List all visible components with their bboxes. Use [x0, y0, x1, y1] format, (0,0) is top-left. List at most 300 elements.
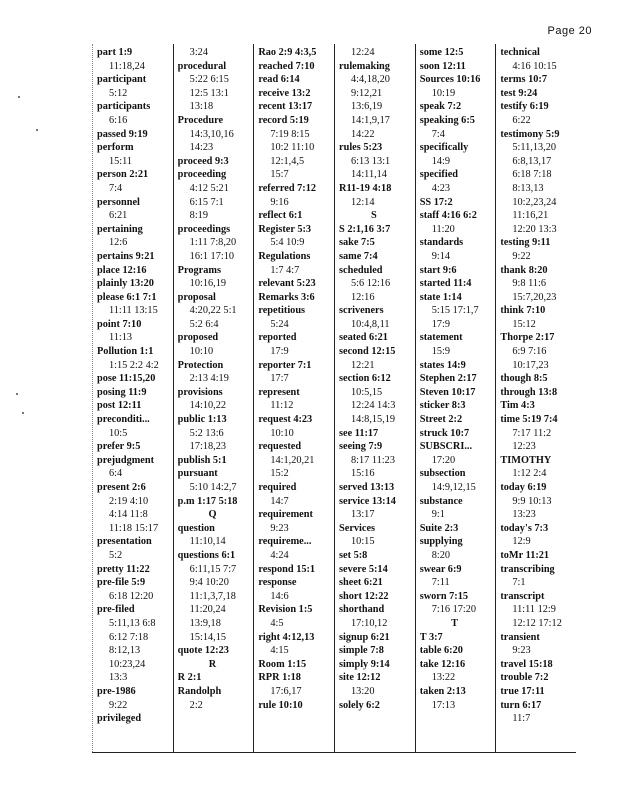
index-entry-continuation: 10:23,24: [109, 658, 146, 670]
index-entry-continuation: 9:23: [270, 522, 289, 534]
index-column-5: [415, 44, 496, 752]
word-index-table: [92, 44, 576, 753]
index-entry-continuation: 10:4,8,11: [351, 318, 390, 330]
index-entry: some 12:5: [419, 47, 464, 58]
index-entry-continuation: 15:7: [270, 169, 289, 181]
index-entry: solely 6:2: [339, 699, 380, 711]
index-entry: read 6:14: [258, 74, 300, 86]
index-entry-continuation: 6:21: [109, 210, 128, 222]
index-entry-continuation: 15:12: [512, 318, 536, 330]
index-entry-continuation: 12:16: [351, 291, 375, 303]
index-entry-continuation: 14:1,9,17: [351, 114, 390, 126]
index-entry: publish 5:1: [177, 454, 227, 466]
index-entry: transcript: [500, 590, 545, 602]
index-entry: referred 7:12: [258, 182, 316, 194]
index-entry: pre-file 5:9: [97, 577, 146, 589]
letter-divider: [339, 209, 415, 223]
index-entry: requested: [258, 441, 302, 453]
index-entry: speak 7:2: [419, 101, 462, 113]
index-entry: swear 6:9: [419, 563, 462, 575]
index-entry-continuation: 11:18 15:17: [109, 522, 159, 534]
index-entry: R11-19 4:18: [339, 182, 392, 194]
scan-speck: [18, 96, 20, 98]
index-entry: Regulations: [258, 250, 311, 262]
index-entry: travel 15:18: [500, 658, 553, 670]
index-entry-continuation: 8:17 11:23: [351, 454, 395, 466]
index-entry: Street 2:2: [419, 414, 463, 426]
index-entry-continuation: 15:7,20,23: [512, 291, 557, 303]
index-entry-continuation: 1:7 4:7: [270, 264, 300, 276]
index-entry-continuation: 14:8,15,19: [351, 414, 396, 426]
index-entry: proceedings: [177, 223, 231, 235]
index-entry: time 5:19 7:4: [500, 414, 558, 426]
index-entry-continuation: 17:20: [431, 454, 456, 466]
index-entry-continuation: 8:12,13: [109, 645, 141, 657]
index-entry: rulemaking: [339, 60, 390, 72]
index-entry-continuation: 11:18,24: [109, 60, 145, 72]
index-entry: through 13:8: [500, 386, 558, 398]
index-entry-continuation: 12:23: [512, 441, 536, 453]
index-column-3: [253, 44, 334, 752]
index-entry: struck 10:7: [419, 427, 470, 439]
index-entry-continuation: 13:6,19: [351, 101, 383, 113]
scan-speck: [22, 412, 24, 414]
index-entry: Rao 2:9 4:3,5: [258, 47, 317, 58]
index-entry-continuation: 14:6: [270, 590, 289, 602]
index-entry: test 9:24: [500, 87, 538, 99]
index-entry-continuation: 8:19: [189, 210, 208, 222]
index-entry-continuation: 1:15 2:2 4:2: [109, 359, 159, 371]
index-entry-continuation: 4:12 5:21: [189, 182, 229, 194]
index-entry: request 4:23: [258, 414, 313, 426]
index-entry-continuation: 9:16: [270, 196, 289, 208]
scan-speck: [16, 393, 18, 395]
index-entry-continuation: 7:16 17:20: [431, 604, 477, 616]
letter-heading: Q: [199, 508, 227, 522]
page-number: Page 20: [547, 25, 592, 37]
index-entry-continuation: 2:13 4:19: [189, 373, 229, 385]
index-entry: though 8:5: [500, 373, 548, 385]
index-entry: place 12:16: [97, 264, 147, 276]
index-entry: SS 17:2: [419, 196, 453, 208]
index-entry: transient: [500, 631, 540, 643]
index-entry-continuation: 6:22: [512, 114, 531, 126]
index-entry-continuation: 4:14 11:8: [109, 509, 148, 521]
index-entry-continuation: 5:24: [270, 318, 289, 330]
index-entry: soon 12:11: [419, 60, 466, 72]
index-entry: reached 7:10: [258, 60, 315, 72]
index-entry-continuation: 7:4: [431, 128, 445, 140]
index-entry-continuation: 6:18 7:18: [512, 169, 552, 181]
index-entry-continuation: 3:24: [189, 47, 208, 58]
index-entry-continuation: 11:20: [431, 223, 455, 235]
index-entry-continuation: 5:10 14:2,7: [189, 482, 237, 493]
index-entry-continuation: 13:20: [351, 685, 375, 697]
index-entry-continuation: 10:16,19: [189, 278, 226, 290]
index-entry: Programs: [177, 264, 221, 276]
index-entry: standards: [419, 237, 464, 249]
index-entry: seeing 7:9: [339, 441, 383, 453]
index-entry-continuation: 9:8 11:6: [512, 278, 547, 290]
index-entry-continuation: 17:6,17: [270, 685, 302, 697]
letter-divider: [420, 617, 496, 631]
index-entry: Thorpe 2:17: [500, 332, 555, 344]
index-entry: T 3:7: [419, 631, 443, 643]
index-entry-continuation: 15:2: [270, 468, 289, 480]
letter-divider: [178, 508, 254, 522]
index-entry-continuation: 11:16,21: [512, 210, 549, 222]
index-entry: specifically: [419, 142, 469, 154]
index-entry-continuation: 6:12 7:18: [109, 631, 149, 643]
index-entry-continuation: 2:2: [189, 699, 203, 711]
index-entry-continuation: 8:20: [431, 549, 450, 561]
index-entry: staff 4:16 6:2: [419, 210, 477, 222]
index-entry-continuation: 15:14,15: [189, 631, 226, 643]
index-entry: state 1:14: [419, 291, 462, 303]
index-entry: pre-1986: [97, 685, 136, 697]
index-entry-continuation: 17:10,12: [351, 617, 388, 629]
index-entry: public 1:13: [177, 414, 227, 426]
index-entry-continuation: 6:11,15 7:7: [189, 563, 237, 575]
index-entry: question: [177, 522, 215, 534]
index-entry: R 2:1: [177, 672, 202, 684]
index-entry-continuation: 12:14: [351, 196, 375, 208]
letter-heading: T: [441, 617, 468, 631]
index-entry-continuation: 17:9: [431, 318, 450, 330]
index-entry: repetitious: [258, 305, 306, 317]
index-entry: requireme...: [258, 536, 312, 548]
scan-speck: [36, 129, 38, 131]
index-entry-continuation: 10:5: [109, 427, 128, 439]
index-entry-continuation: 17:13: [431, 699, 456, 711]
index-entry: proposed: [177, 332, 219, 344]
index-entry-continuation: 9:1: [431, 509, 445, 521]
index-entry: sworn 7:15: [419, 590, 469, 602]
index-entry-continuation: 5:11,13,20: [512, 142, 557, 154]
index-entry: second 12:15: [339, 346, 396, 358]
index-entry: sheet 6:21: [339, 577, 383, 589]
index-entry: right 4:12,13: [258, 631, 315, 643]
index-entry: Register 5:3: [258, 223, 312, 235]
index-entry-continuation: 6:9 7:16: [512, 346, 547, 358]
index-entry: scheduled: [339, 264, 383, 276]
index-entry: taken 2:13: [419, 685, 466, 697]
index-entry: shorthand: [339, 604, 385, 616]
index-entry-continuation: 4:24: [270, 549, 289, 561]
index-entry-continuation: 11:11 13:15: [109, 305, 158, 317]
index-entry: testimony 5:9: [500, 128, 560, 140]
index-entry-continuation: 10:2 11:10: [270, 142, 315, 154]
index-entry: Revision 1:5: [258, 604, 313, 616]
index-entry-continuation: 14:9,12,15: [431, 482, 476, 493]
index-entry-continuation: 1:12 2:4: [512, 468, 547, 480]
index-entry: testing 9:11: [500, 237, 551, 249]
index-entry: Services: [339, 522, 376, 534]
index-entry-continuation: 6:18 12:20: [109, 590, 154, 602]
index-entry: plainly 13:20: [97, 278, 154, 290]
index-entry-continuation: 17:18,23: [189, 441, 226, 453]
index-entry-continuation: 7:1: [512, 577, 526, 589]
index-entry: substance: [419, 495, 463, 507]
index-entry-continuation: 17:9: [270, 346, 289, 358]
index-entry: preconditi...: [97, 414, 150, 426]
index-entry: simple 7:8: [339, 645, 384, 657]
index-entry: participants: [97, 101, 151, 113]
index-entry: quote 12:23: [177, 645, 229, 657]
index-entry: p.m 1:17 5:18: [177, 495, 238, 507]
index-entry-continuation: 7:19 8:15: [270, 128, 310, 140]
index-entry: Tim 4:3: [500, 400, 535, 412]
index-entry: seated 6:21: [339, 332, 388, 344]
index-entry: service 13:14: [339, 495, 396, 507]
index-entry-continuation: 14:22: [351, 128, 375, 140]
index-entry: RPR 1:18: [258, 672, 301, 684]
index-entry: privileged: [97, 713, 142, 725]
index-entry: recent 13:17: [258, 101, 313, 113]
index-entry-continuation: 12:9: [512, 536, 531, 548]
index-entry-continuation: 4:15: [270, 645, 289, 657]
index-entry: table 6:20: [419, 645, 463, 657]
index-entry-continuation: 11:13: [109, 332, 133, 344]
index-entry: SUBSCRI...: [419, 441, 473, 453]
index-entry-continuation: 4:16 10:15: [512, 60, 557, 72]
index-entry-continuation: 8:13,13: [512, 182, 544, 194]
index-entry-continuation: 11:7: [512, 713, 531, 725]
index-entry: proceed 9:3: [177, 155, 229, 167]
index-entry: rule 10:10: [258, 699, 303, 711]
index-entry-continuation: 16:1 17:10: [189, 250, 235, 262]
index-entry: start 9:6: [419, 264, 457, 276]
index-entry-continuation: 14:11,14: [351, 169, 387, 181]
index-entry-continuation: 7:4: [109, 182, 123, 194]
index-entry: represent: [258, 386, 300, 398]
index-entry: reported: [258, 332, 297, 344]
index-entry: requirement: [258, 509, 313, 521]
index-entry-continuation: 9:22: [109, 699, 128, 711]
index-entry: Remarks 3:6: [258, 291, 315, 303]
index-entry: sticker 8:3: [419, 400, 466, 412]
index-entry-continuation: 12:12 17:12: [512, 617, 562, 629]
index-entry: see 11:17: [339, 427, 379, 439]
index-entry-continuation: 4:5: [270, 617, 284, 629]
index-column-4: [334, 44, 415, 752]
index-column-1: [92, 44, 173, 752]
index-entry: signup 6:21: [339, 631, 390, 643]
index-entry-continuation: 4:4,18,20: [351, 74, 390, 86]
index-entry: pose 11:15,20: [97, 373, 156, 385]
index-entry-continuation: 11:10,14: [189, 536, 226, 548]
index-entry: required: [258, 482, 297, 493]
index-entry: section 6:12: [339, 373, 391, 385]
index-entry-continuation: 11:12: [270, 400, 294, 412]
index-entry: please 6:1 7:1: [97, 291, 157, 303]
index-entry: sake 7:5: [339, 237, 375, 249]
index-entry: procedural: [177, 60, 227, 72]
letter-heading: R: [199, 658, 226, 672]
index-entry: provisions: [177, 386, 223, 398]
index-entry: respond 15:1: [258, 563, 316, 575]
index-entry-continuation: 9:22: [512, 250, 531, 262]
index-entry-continuation: 13:22: [431, 672, 456, 684]
index-entry-continuation: 9:9 10:13: [512, 495, 552, 507]
index-entry: Suite 2:3: [419, 522, 459, 534]
index-entry-continuation: 5:2: [109, 549, 123, 561]
index-entry: person 2:21: [97, 169, 149, 181]
index-entry-continuation: 9:14: [431, 250, 450, 262]
index-entry: subsection: [419, 468, 466, 480]
index-entry: receive 13:2: [258, 87, 311, 99]
index-entry-continuation: 13:9,18: [189, 617, 221, 629]
letter-heading: S: [361, 209, 387, 223]
index-entry-continuation: 15:9: [431, 346, 450, 358]
index-entry: pertaining: [97, 223, 143, 235]
index-entry-continuation: 10:15: [351, 536, 375, 548]
index-entry-continuation: 15:11: [109, 155, 133, 167]
index-entry: think 7:10: [500, 305, 546, 317]
index-entry-continuation: 10:5,15: [351, 386, 383, 398]
index-entry: Randolph: [177, 685, 222, 697]
index-entry-continuation: 14:7: [270, 495, 289, 507]
index-entry: trouble 7:2: [500, 672, 549, 684]
index-entry-continuation: 14:23: [189, 142, 214, 154]
index-entry: true 17:11: [500, 685, 545, 697]
index-entry: part 1:9: [97, 47, 133, 58]
index-entry-continuation: 5:2 6:4: [189, 318, 219, 330]
index-entry: site 12:12: [339, 672, 381, 684]
index-entry-continuation: 14:9: [431, 155, 450, 167]
index-entry: response: [258, 577, 297, 589]
index-entry-continuation: 5:12: [109, 87, 128, 99]
index-entry: terms 10:7: [500, 74, 547, 86]
index-entry: personnel: [97, 196, 140, 208]
index-entry: states 14:9: [419, 359, 466, 371]
index-entry-continuation: 6:16: [109, 114, 128, 126]
index-entry-continuation: 14:1,20,21: [270, 454, 315, 466]
index-entry-continuation: 5:15 17:1,7: [431, 305, 479, 317]
index-entry-continuation: 11:20,24: [189, 604, 226, 616]
index-entry: scriveners: [339, 305, 384, 317]
index-entry: severe 5:14: [339, 563, 388, 575]
index-entry-continuation: 10:10: [189, 346, 214, 358]
index-entry: point 7:10: [97, 318, 142, 330]
index-entry-continuation: 12:1,4,5: [270, 155, 305, 167]
index-entry: pre-filed: [97, 604, 135, 616]
index-entry-continuation: 10:2,23,24: [512, 196, 557, 208]
index-entry-continuation: 11:1,3,7,18: [189, 590, 236, 602]
index-entry: technical: [500, 47, 540, 58]
index-entry: same 7:4: [339, 250, 378, 262]
index-entry: pretty 11:22: [97, 563, 150, 575]
index-entry-continuation: 15:16: [351, 468, 375, 480]
index-entry-continuation: 9:4 10:20: [189, 577, 229, 589]
index-entry: thank 8:20: [500, 264, 548, 276]
index-entry-continuation: 6:4: [109, 468, 123, 480]
index-entry: Stephen 2:17: [419, 373, 477, 385]
index-entry: Procedure: [177, 114, 224, 126]
index-entry: posing 11:9: [97, 386, 147, 398]
index-entry: set 5:8: [339, 549, 368, 561]
index-entry-continuation: 6:8,13,17: [512, 155, 552, 167]
index-entry-continuation: 10:17,23: [512, 359, 549, 371]
index-entry: specified: [419, 169, 459, 181]
index-entry-continuation: 12:21: [351, 359, 375, 371]
index-entry-continuation: 13:18: [189, 101, 214, 113]
index-entry-continuation: 5:11,13 6:8: [109, 617, 156, 629]
index-entry: pursuant: [177, 468, 218, 480]
index-entry: record 5:19: [258, 114, 309, 126]
index-entry: Sources 10:16: [419, 74, 481, 86]
index-entry-continuation: 11:11 12:9: [512, 604, 556, 616]
index-entry-continuation: 12:24: [351, 47, 375, 58]
index-entry: prejudgment: [97, 454, 155, 466]
index-entry: post 12:11: [97, 400, 142, 412]
index-entry: simply 9:14: [339, 658, 390, 670]
index-entry-continuation: 9:23: [512, 645, 531, 657]
index-entry-continuation: 10:10: [270, 427, 294, 439]
index-entry: served 13:13: [339, 482, 395, 493]
index-entry: Steven 10:17: [419, 386, 476, 398]
index-entry-continuation: 1:11 7:8,20: [189, 237, 237, 249]
index-entry-continuation: 13:17: [351, 509, 375, 521]
index-entry: S 2:1,16 3:7: [339, 223, 391, 235]
index-entry: supplying: [419, 536, 463, 548]
index-entry: passed 9:19: [97, 128, 148, 140]
index-entry: questions 6:1: [177, 549, 236, 561]
index-entry: rules 5:23: [339, 142, 383, 154]
index-entry-continuation: 14:10,22: [189, 400, 226, 412]
index-entry: transcribing: [500, 563, 555, 575]
index-entry: Protection: [177, 359, 224, 371]
index-entry: today's 7:3: [500, 522, 549, 534]
index-entry-continuation: 9:12,21: [351, 87, 383, 99]
index-entry: participant: [97, 74, 147, 86]
index-column-2: [173, 44, 254, 752]
index-entry: reflect 6:1: [258, 210, 303, 222]
index-entry-continuation: 7:17 11:2: [512, 427, 552, 439]
index-entry: today 6:19: [500, 482, 547, 493]
index-entry-continuation: 14:3,10,16: [189, 128, 234, 140]
letter-divider: [178, 658, 254, 672]
index-entry-continuation: 5:6 12:16: [351, 278, 391, 290]
index-entry: turn 6:17: [500, 699, 542, 711]
index-entry: started 11:4: [419, 278, 472, 290]
index-entry: proposal: [177, 291, 216, 303]
index-entry-continuation: 2:19 4:10: [109, 495, 149, 507]
index-entry-continuation: 6:13 13:1: [351, 155, 391, 167]
index-entry-continuation: 13:23: [512, 509, 536, 521]
index-entry-continuation: 4:20,22 5:1: [189, 305, 237, 317]
index-entry: Room 1:15: [258, 658, 307, 670]
index-entry-continuation: 10:19: [431, 87, 456, 99]
index-entry: pertains 9:21: [97, 250, 155, 262]
index-entry-continuation: 12:24 14:3: [351, 400, 396, 412]
index-entry: take 12:16: [419, 658, 466, 670]
index-entry: testify 6:19: [500, 101, 549, 113]
index-entry-continuation: 13:3: [109, 672, 128, 684]
index-entry-continuation: 5:22 6:15: [189, 74, 229, 86]
index-entry: toMr 11:21: [500, 549, 550, 561]
index-entry: present 2:6: [97, 482, 146, 493]
index-entry: Pollution 1:1: [97, 346, 154, 358]
index-entry-continuation: 12:6: [109, 237, 128, 249]
index-entry: reporter 7:1: [258, 359, 312, 371]
index-column-6: [495, 44, 576, 752]
index-entry: statement: [419, 332, 463, 344]
index-entry: prefer 9:5: [97, 441, 141, 453]
index-entry-continuation: 12:5 13:1: [189, 87, 229, 99]
index-entry: TIMOTHY: [500, 454, 552, 466]
index-entry-continuation: 17:7: [270, 373, 289, 385]
